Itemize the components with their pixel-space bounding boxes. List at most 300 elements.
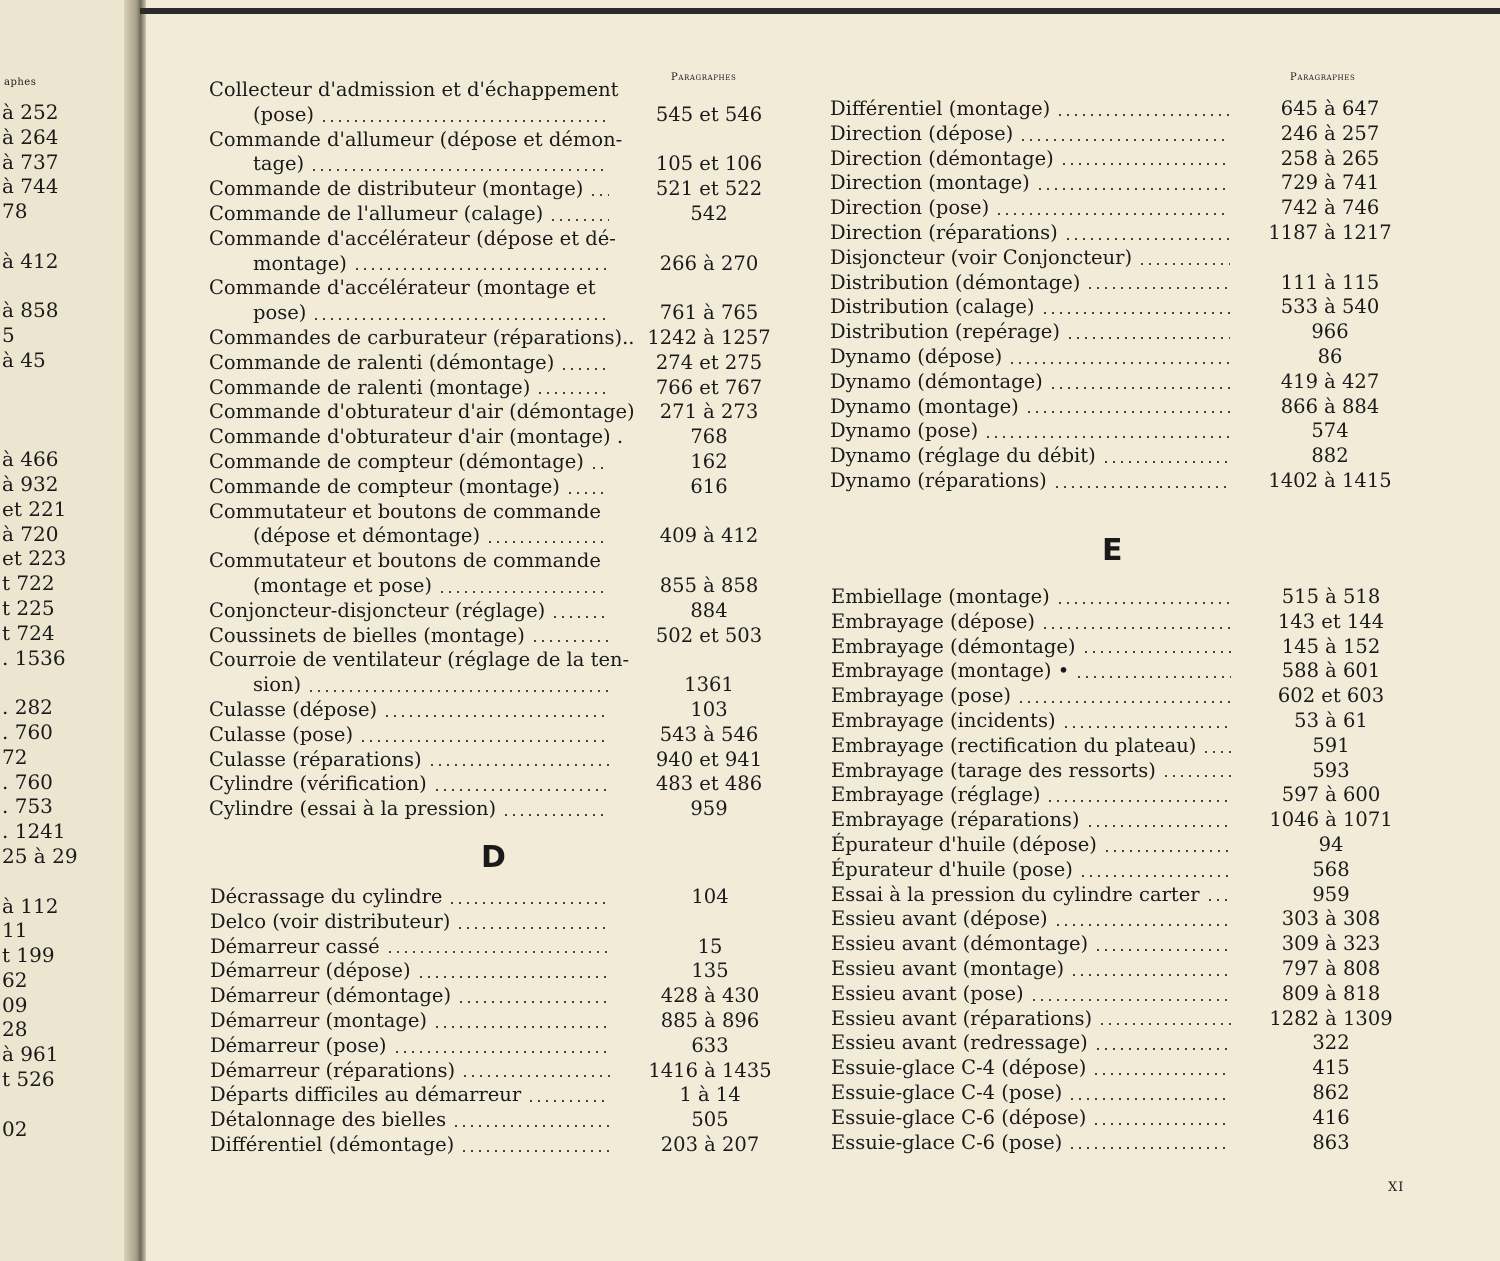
left-column-index [209,78,769,822]
dotted-leader [1008,362,1230,364]
index-entry [209,500,769,525]
section-letter-d: D [481,840,506,875]
dotted-leader [1206,899,1231,901]
dotted-leader [1079,875,1231,877]
index-term: Commande d'obturateur d'air (démontage) [209,400,635,424]
index-entry [831,659,1391,684]
previous-page-fragment-text [2,224,122,249]
dotted-leader [1066,337,1230,339]
index-term: Dynamo (réglage du débit) [830,444,1096,468]
index-term: Démarreur (montage) [210,1008,428,1032]
previous-page-fragment-text: à 858 [2,298,59,323]
paragraph-ref: 645 à 647 [1280,97,1380,120]
dotted-leader [1054,924,1231,926]
index-term: Embrayage (incidents) [831,708,1056,732]
paragraph-ref: 1187 à 1217 [1268,220,1392,244]
previous-page-fragment-text: t 722 [2,571,55,596]
index-term: Démarreur (réparations) [210,1058,456,1082]
index-entry [830,221,1390,246]
previous-page-fragment-text [2,422,122,447]
paragraph-ref: 797 à 808 [1281,956,1381,980]
index-term: Démarreur (démontage) [210,984,452,1008]
paragraph-ref: 533 à 540 [1280,295,1380,319]
index-term: Culasse (dépose) [209,697,378,721]
previous-page-fragment-text: 62 [2,967,28,992]
previous-page-fragment-text: à 744 [2,174,59,199]
column-header-right: Paragraphes [1290,72,1356,83]
right-column-index [830,97,1390,494]
dotted-leader [1017,701,1231,703]
index-term: Direction (réparations) [830,220,1058,244]
index-term: Distribution (repérage) [830,320,1060,344]
index-entry [209,252,769,277]
section-e-index [831,585,1391,1155]
index-entry [210,984,770,1009]
previous-page-fragment-text: à 252 [2,100,59,124]
paragraph-ref: 862 [1312,1080,1350,1104]
paragraph-ref: 266 à 270 [659,251,759,275]
dotted-leader [1041,627,1231,629]
dotted-leader [984,436,1230,438]
index-entry [831,1056,1391,1081]
index-entry [210,885,770,910]
index-entry [209,202,769,227]
index-term: pose) [253,301,307,325]
index-entry [831,982,1391,1007]
paragraph-ref: 105 et 106 [655,152,763,176]
dotted-leader [549,219,609,221]
index-entry [831,585,1391,610]
index-term: Commande de distributeur (montage) [209,177,584,201]
dotted-leader [359,740,609,742]
page-top-edge [140,8,1500,14]
index-entry [831,635,1391,660]
dotted-leader [417,976,610,978]
index-term: Collecteur d'admission et d'échappement [209,78,619,101]
index-term: Commande de ralenti (montage) [209,375,531,399]
paragraph-ref: 246 à 257 [1280,121,1380,145]
paragraph-ref: 409 à 412 [659,524,759,548]
index-term: (dépose et démontage) [253,524,481,548]
paragraph-ref: 597 à 600 [1281,783,1381,807]
index-term: Cylindre (vérification) [209,772,427,796]
paragraph-ref: 86 [1317,344,1343,368]
paragraph-ref: 1402 à 1415 [1268,468,1392,492]
index-term: Démarreur cassé [210,934,380,958]
index-term: sion) [253,673,302,697]
index-entry [830,295,1390,320]
index-term: Essuie-glace C-6 (dépose) [831,1105,1087,1129]
index-entry [831,684,1391,709]
index-entry [209,574,769,599]
dotted-leader [995,213,1230,215]
dotted-leader [310,169,609,171]
paragraph-ref: 15 [697,934,723,958]
index-term: Direction (montage) [830,171,1030,195]
index-term: Culasse (réparations) [209,747,422,771]
index-entry [209,227,769,252]
paragraph-ref: 602 et 603 [1277,684,1385,708]
index-entry [830,97,1390,122]
index-entry [831,759,1391,784]
dotted-leader [428,764,609,766]
previous-page-fragment-list [2,100,122,1141]
index-term: Coussinets de bielles (montage) [209,623,525,647]
index-entry [830,271,1390,296]
index-term: Commande d'allumeur (dépose et démon- [209,127,623,151]
index-term: (montage et pose) [253,573,433,597]
index-entry [831,709,1391,734]
paragraph-ref: 545 et 546 [655,102,763,126]
paragraph-ref: 521 et 522 [655,177,763,201]
paragraph-ref: 111 à 115 [1280,270,1380,294]
previous-page-fragment-text: 78 [2,199,28,224]
dotted-leader [1068,1147,1231,1149]
index-term: Épurateur d'huile (dépose) [831,832,1097,856]
dotted-leader [433,1026,610,1028]
dotted-leader [1202,751,1231,753]
index-entry [209,797,769,822]
dotted-leader [536,392,609,394]
index-entry [209,648,769,673]
paragraph-ref: 416 [1312,1105,1350,1129]
previous-page-fragment-text: . 282 [2,695,53,720]
index-term: Distribution (démontage) [830,270,1081,294]
dotted-leader [1094,949,1231,951]
dotted-leader [461,1075,610,1077]
index-term: Commande de compteur (montage) [209,474,560,498]
dotted-leader [1092,1073,1231,1075]
column-header-left: Paragraphes [671,72,737,83]
previous-page-fragment-text: t 199 [2,943,55,968]
dotted-leader [1103,850,1231,852]
index-entry [831,957,1391,982]
index-entry [209,425,769,450]
paragraph-ref: 742 à 746 [1280,196,1380,220]
index-entry [831,1031,1391,1056]
paragraph-ref: 543 à 546 [659,722,759,746]
dotted-leader [531,640,609,642]
dotted-leader [456,927,610,929]
dotted-leader [1162,775,1231,777]
previous-page-fragment-text [2,1092,122,1117]
previous-page-fragment-text: à 45 [2,347,46,372]
index-term: Dynamo (pose) [830,419,979,443]
dotted-leader [1075,676,1231,678]
index-term: Essieu avant (réparations) [831,1006,1093,1030]
index-term: Direction (dépose) [830,121,1014,145]
paragraph-ref: 568 [1312,857,1350,881]
index-entry [209,177,769,202]
dotted-leader [320,120,609,122]
index-entry [830,122,1390,147]
paragraph-ref: 884 [690,598,728,622]
dotted-leader [1138,263,1230,265]
index-entry [209,698,769,723]
paragraph-ref: 729 à 741 [1280,171,1380,195]
previous-page-fragment-text: à 112 [2,893,59,918]
index-entry [831,1131,1391,1156]
book-gutter [124,0,146,1261]
dotted-leader [1056,114,1230,116]
index-entry [209,748,769,773]
index-entry [209,103,769,128]
index-term: Embrayage (pose) [831,684,1012,708]
index-entry [830,147,1390,172]
index-entry [831,783,1391,808]
index-term: Commutateur et boutons de commande [209,499,601,523]
page-number: XI [1388,1180,1405,1195]
index-term: Dynamo (réparations) [830,468,1047,492]
index-term: Dynamo (dépose) [830,344,1003,368]
previous-page-header: aphes [4,77,37,88]
paragraph-ref: 143 et 144 [1277,609,1385,633]
index-term: Embrayage (réglage) [831,783,1041,807]
previous-page-fragment-text: et 221 [2,496,67,521]
index-entry [210,1059,770,1084]
index-term: Commande d'accélérateur (dépose et dé- [209,226,616,250]
paragraph-ref: 258 à 265 [1280,146,1380,170]
paragraph-ref: 882 [1311,444,1349,468]
index-entry [209,450,769,475]
index-term: Essuie-glace C-4 (dépose) [831,1056,1087,1080]
index-term: Embrayage (montage) • [831,659,1070,683]
paragraph-ref: 959 [690,797,728,821]
paragraph-ref: 1242 à 1257 [647,325,771,349]
previous-page-fragment-text: à 961 [2,1042,59,1067]
dotted-leader [566,492,609,494]
dotted-leader [486,541,609,543]
dotted-leader [312,318,609,320]
dotted-leader [1092,1123,1231,1125]
section-d-index [210,885,770,1158]
index-entry [210,935,770,960]
index-term: Commande d'obturateur d'air (montage) . [209,425,624,449]
index-term: Épurateur d'huile (pose) [831,857,1073,881]
previous-page-fragment-text: . 1536 [2,645,66,670]
index-entry [831,1007,1391,1032]
index-term: Embrayage (dépose) [831,609,1036,633]
paragraph-ref: 940 et 941 [655,747,763,771]
dotted-leader [1070,974,1231,976]
dotted-leader [1082,651,1231,653]
dotted-leader [1025,411,1230,413]
index-term: Delco (voir distributeur) [210,909,451,933]
index-entry [209,673,769,698]
paragraph-ref: 768 [690,425,728,449]
dotted-leader [307,690,609,692]
previous-page-fragment [0,0,136,1261]
previous-page-fragment-text: 11 [2,918,28,943]
dotted-leader [1019,139,1230,141]
paragraph-ref: 809 à 818 [1281,981,1381,1005]
paragraph-ref: 103 [690,697,728,721]
dotted-leader [353,268,609,270]
index-term: Détalonnage des bielles [210,1108,447,1132]
index-entry [831,610,1391,635]
index-entry [209,475,769,500]
previous-page-fragment-text [2,274,122,299]
index-entry [831,734,1391,759]
paragraph-ref: 1046 à 1071 [1269,808,1393,832]
paragraph-ref: 591 [1312,733,1350,757]
previous-page-fragment-text: t 526 [2,1067,55,1092]
index-term: Dynamo (montage) [830,394,1019,418]
index-entry [209,400,769,425]
paragraph-ref: 135 [691,959,729,983]
index-term: Commande de compteur (démontage) [209,449,584,473]
dotted-leader [1056,602,1231,604]
paragraph-ref: 322 [1312,1031,1350,1055]
index-term: tage) [253,152,305,176]
index-entry [209,624,769,649]
dotted-leader [1062,726,1231,728]
paragraph-ref: 502 et 503 [655,623,763,647]
index-entry [831,932,1391,957]
index-entry [209,549,769,574]
dotted-leader [1068,1098,1231,1100]
index-entry [210,1034,770,1059]
previous-page-fragment-text: 02 [2,1116,28,1141]
previous-page-fragment-text [2,670,122,695]
index-entry [209,524,769,549]
dotted-leader [386,951,610,953]
previous-page-fragment-text: . 760 [2,719,53,744]
paragraph-ref: 1 à 14 [679,1083,741,1107]
paragraph-ref: 959 [1312,882,1350,906]
index-entry [830,419,1390,444]
paragraph-ref: 515 à 518 [1281,585,1381,608]
paragraph-ref: 94 [1318,832,1344,856]
index-entry [830,345,1390,370]
previous-page-fragment-text: t 225 [2,595,55,620]
index-term: Départs difficiles au démarreur [210,1083,522,1107]
previous-page-fragment-text: à 412 [2,248,59,273]
index-entry [831,808,1391,833]
index-term: Courroie de ventilateur (réglage de la ten- [209,648,630,672]
dotted-leader [1060,163,1230,165]
dotted-leader [460,1150,610,1152]
index-entry [209,276,769,301]
index-term: Commandes de carburateur (réparations).. [209,325,635,349]
dotted-leader [383,715,609,717]
index-term: Commutateur et boutons de commande [209,549,601,573]
index-entry [210,1083,770,1108]
paragraph-ref: 1416 à 1435 [648,1058,772,1082]
index-entry [209,723,769,748]
index-term: Essieu avant (dépose) [831,907,1048,931]
paragraph-ref: 633 [691,1033,729,1057]
index-entry [210,959,770,984]
index-entry [830,444,1390,469]
index-entry [830,171,1390,196]
dotted-leader [1098,1023,1231,1025]
index-entry [831,858,1391,883]
index-entry [831,1106,1391,1131]
index-entry [830,395,1390,420]
index-term: Direction (pose) [830,196,990,220]
index-term: Différentiel (montage) [830,97,1051,120]
paragraph-ref: 855 à 858 [659,573,759,597]
dotted-leader [1053,486,1230,488]
paragraph-ref: 866 à 884 [1280,394,1380,418]
index-term: (pose) [253,102,314,126]
index-entry [210,910,770,935]
previous-page-fragment-text: 72 [2,744,28,769]
index-term: Essieu avant (démontage) [831,932,1089,956]
paragraph-ref: 162 [690,449,728,473]
previous-page-fragment-text: à 737 [2,149,59,174]
dotted-leader [438,591,609,593]
dotted-leader [1046,800,1231,802]
index-term: Démarreur (dépose) [210,959,411,983]
dotted-leader [452,1125,610,1127]
dotted-leader [589,194,609,196]
index-entry [209,128,769,153]
index-term: Essuie-glace C-6 (pose) [831,1130,1063,1154]
previous-page-fragment-text: 5 [2,323,15,348]
paragraph-ref: 53 à 61 [1294,708,1368,732]
index-term: Embrayage (rectification du plateau) [831,733,1197,757]
previous-page-fragment-text: 09 [2,992,28,1017]
paragraph-ref: 271 à 273 [659,400,759,424]
dotted-leader [1086,287,1230,289]
previous-page-fragment-text: . 1241 [2,819,66,844]
index-entry [831,1081,1391,1106]
paragraph-ref: 203 à 207 [660,1132,760,1156]
paragraph-ref: 593 [1312,758,1350,782]
dotted-leader [502,814,609,816]
index-term: Essai à la pression du cylindre carter [831,882,1200,906]
index-term: Commande de l'allumeur (calage) [209,201,544,225]
index-term: Essuie-glace C-4 (pose) [831,1080,1063,1104]
paragraph-ref: 505 [691,1108,729,1132]
index-term: Essieu avant (redressage) [831,1031,1088,1055]
paragraph-ref: 542 [690,201,728,225]
dotted-leader [433,789,609,791]
dotted-leader [1036,188,1230,190]
previous-page-fragment-text: 25 à 29 [2,843,78,868]
index-entry [209,376,769,401]
previous-page-fragment-text: à 720 [2,521,59,546]
index-entry [209,599,769,624]
paragraph-ref: 428 à 430 [660,984,760,1008]
index-term: Disjoncteur (voir Conjoncteur) [830,245,1133,269]
previous-page-fragment-text: . 760 [2,769,53,794]
index-term: Démarreur (pose) [210,1033,387,1057]
dotted-leader [1064,238,1230,240]
paragraph-ref: 761 à 765 [659,301,759,325]
index-entry [209,772,769,797]
paragraph-ref: 616 [690,474,728,498]
paragraph-ref: 863 [1312,1130,1350,1154]
previous-page-fragment-text: à 466 [2,447,59,472]
dotted-leader [1102,461,1230,463]
dotted-leader [393,1051,610,1053]
index-entry [831,907,1391,932]
index-entry [210,1108,770,1133]
index-entry [209,301,769,326]
index-term: montage) [253,251,347,275]
index-entry [830,320,1390,345]
paragraph-ref: 766 et 767 [655,375,763,399]
previous-page-fragment-text [2,869,122,894]
dotted-leader [1094,1048,1231,1050]
paragraph-ref: 303 à 308 [1281,907,1381,931]
dotted-leader [448,902,610,904]
index-entry [831,883,1391,908]
dotted-leader [590,467,609,469]
